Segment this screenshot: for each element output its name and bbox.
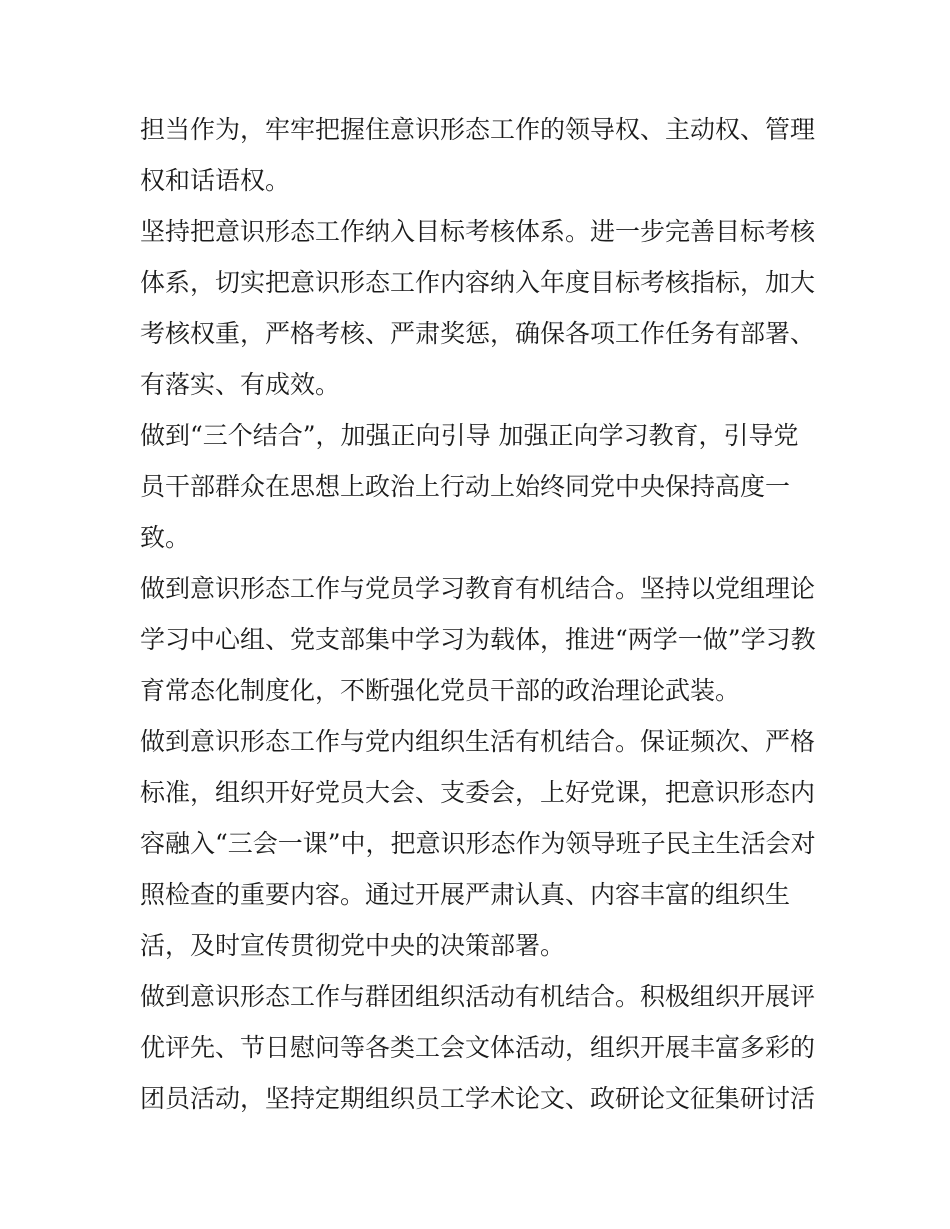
text-line: 做到意识形态工作与党员学习教育有机结合。坚持以党组理论: [140, 574, 816, 603]
text-line: 有落实、有成效。: [140, 370, 341, 399]
text-line: 活，及时宣传贯彻党中央的决策部署。: [140, 931, 566, 960]
text-line: 做到意识形态工作与党内组织生活有机结合。保证频次、严格: [140, 727, 816, 756]
text-line: 体系，切实把意识形态工作内容纳入年度目标考核指标，加大: [140, 268, 816, 297]
text-line: 学习中心组、党支部集中学习为载体，推进“两学一做”学习教: [140, 625, 816, 654]
text-line: 员干部群众在思想上政治上行动上始终同党中央保持高度一: [140, 472, 791, 501]
text-line: 考核权重，严格考核、严肃奖惩，确保各项工作任务有部署、: [140, 319, 816, 348]
text-line: 标准，组织开好党员大会、支委会，上好党课，把意识形态内: [140, 778, 816, 807]
text-line: 做到意识形态工作与群团组织活动有机结合。积极组织开展评: [140, 982, 816, 1011]
text-line: 团员活动，坚持定期组织员工学术论文、政研论文征集研讨活: [140, 1084, 816, 1113]
text-line: 做到“三个结合”，加强正向引导 加强正向学习教育，引导党: [140, 421, 799, 450]
text-line: 致。: [140, 523, 191, 552]
text-line: 担当作为，牢牢把握住意识形态工作的领导权、主动权、管理: [140, 115, 816, 144]
text-line: 权和话语权。: [140, 166, 291, 195]
text-line: 优评先、节日慰问等各类工会文体活动，组织开展丰富多彩的: [140, 1033, 816, 1062]
text-line: 照检查的重要内容。通过开展严肃认真、内容丰富的组织生: [140, 880, 791, 909]
text-line: 坚持把意识形态工作纳入目标考核体系。进一步完善目标考核: [140, 217, 816, 246]
text-line: 育常态化制度化，不断强化党员干部的政治理论武装。: [140, 676, 741, 705]
text-line: 容融入“三会一课”中，把意识形态作为领导班子民主生活会对: [140, 829, 816, 858]
